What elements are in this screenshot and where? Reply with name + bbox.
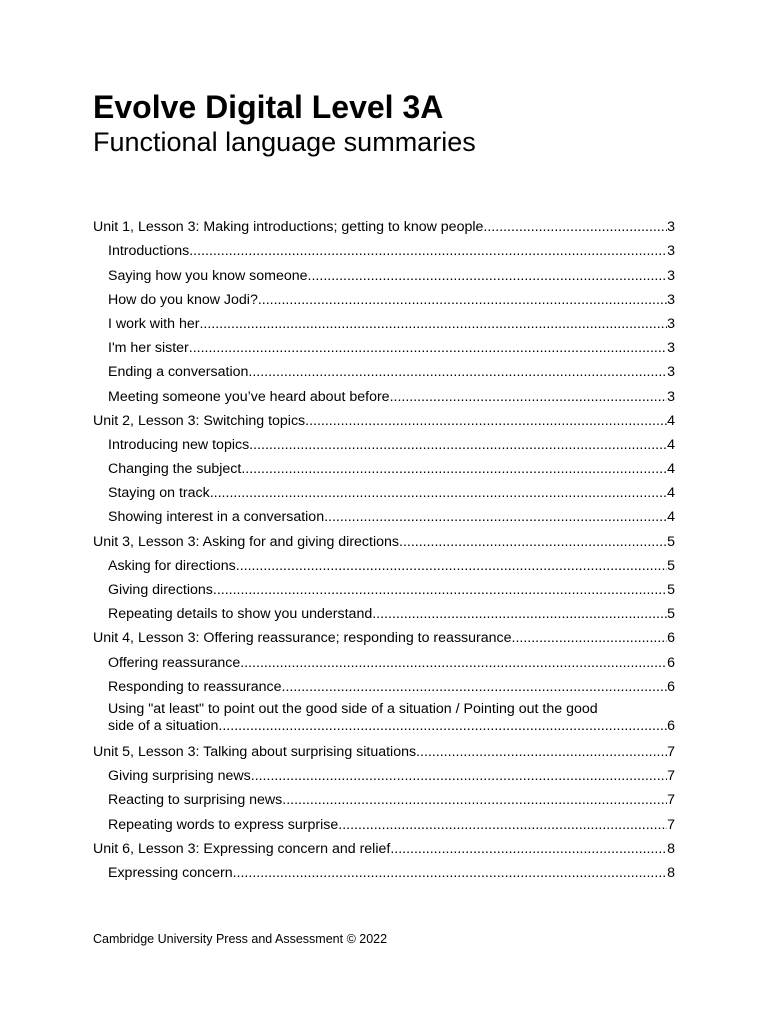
- toc-entry-label: How do you know Jodi?: [108, 291, 258, 308]
- toc-dot-leader: [251, 768, 667, 785]
- toc-page-number: 7: [667, 743, 675, 760]
- toc-entry-label: Unit 3, Lesson 3: Asking for and giving directions: [93, 533, 399, 550]
- toc-dot-leader: [399, 534, 667, 551]
- toc-entry-unit-2[interactable]: [93, 408, 675, 432]
- toc-page-number: 5: [667, 557, 675, 574]
- toc-entry-staying-on-track[interactable]: [93, 480, 675, 504]
- toc-page-number: 3: [667, 291, 675, 308]
- toc-page-number: 6: [667, 717, 675, 734]
- toc-dot-leader: [218, 718, 667, 735]
- toc-dot-leader: [233, 865, 668, 882]
- toc-entry-reacting-to-surprising-news[interactable]: [93, 787, 675, 811]
- toc-dot-leader: [338, 817, 667, 834]
- toc-entry-ending-a-conversation[interactable]: [93, 359, 675, 383]
- toc-entry-label: Unit 5, Lesson 3: Talking about surprising situations: [93, 743, 417, 760]
- toc-page-number: 6: [667, 630, 675, 647]
- toc-page-number: 3: [667, 267, 675, 284]
- toc-entry-label: I work with her: [108, 315, 200, 332]
- toc-page-number: 6: [667, 678, 675, 695]
- toc-entry-giving-surprising-news[interactable]: [93, 763, 675, 787]
- toc-dot-leader: [512, 630, 668, 647]
- toc-entry-repeating-details[interactable]: [93, 601, 675, 625]
- toc-entry-saying-how-you-know-someone[interactable]: [93, 262, 675, 286]
- toc-page-number: 7: [667, 816, 675, 833]
- toc-page-number: 3: [667, 340, 675, 357]
- toc-entry-label: Introducing new topics: [108, 436, 250, 453]
- toc-entry-label: Unit 4, Lesson 3: Offering reassurance; responding to reassurance: [93, 630, 512, 647]
- toc-entry-label: Asking for directions: [108, 557, 236, 574]
- toc-dot-leader: [305, 413, 667, 430]
- toc-entry-giving-directions[interactable]: [93, 577, 675, 601]
- toc-page-number: 5: [667, 606, 675, 623]
- toc-dot-leader: [189, 340, 667, 357]
- toc-entry-label: I'm her sister: [108, 340, 189, 357]
- toc-page-number: 3: [667, 364, 675, 381]
- toc-entry-label: Staying on track: [108, 485, 210, 502]
- toc-entry-repeating-words[interactable]: [93, 811, 675, 835]
- document-title: Evolve Digital Level 3A: [93, 89, 444, 125]
- toc-entry-label: Ending a conversation: [108, 364, 249, 381]
- toc-dot-leader: [199, 316, 667, 333]
- toc-dot-leader: [324, 509, 667, 526]
- toc-entry-label: Unit 6, Lesson 3: Expressing concern and relief: [93, 840, 391, 857]
- toc-page-number: 7: [667, 768, 675, 785]
- toc-entry-asking-for-directions[interactable]: [93, 553, 675, 577]
- toc-entry-label: Introductions: [108, 243, 190, 260]
- toc-entry-label: Giving directions: [108, 582, 213, 598]
- toc-dot-leader: [372, 606, 667, 623]
- toc-page-number: 3: [667, 315, 675, 332]
- toc-dot-leader: [213, 582, 667, 599]
- toc-entry-using-at-least[interactable]: [93, 698, 675, 739]
- toc-entry-label: Unit 1, Lesson 3: Making introductions; getting to know people: [93, 219, 484, 236]
- toc-page-number: 4: [667, 485, 675, 502]
- toc-page-number: 4: [667, 412, 675, 429]
- toc-entry-label: Meeting someone you’ve heard about before: [108, 388, 390, 405]
- toc-page-number: 5: [667, 533, 675, 550]
- toc-dot-leader: [258, 292, 667, 309]
- toc-entry-label: Responding to reassurance: [108, 678, 282, 695]
- toc-entry-unit-4[interactable]: [93, 625, 675, 649]
- toc-entry-meeting-someone[interactable]: [93, 383, 675, 407]
- toc-entry-i-work-with-her[interactable]: [93, 311, 675, 335]
- toc-entry-label: Changing the subject: [108, 461, 242, 478]
- toc-page-number: 3: [667, 243, 675, 260]
- toc-dot-leader: [390, 841, 667, 858]
- toc-page-number: 7: [667, 792, 675, 809]
- toc-page-number: 6: [667, 654, 675, 671]
- toc-entry-label: Repeating words to express surprise: [108, 816, 339, 833]
- toc-page-number: 5: [667, 582, 675, 598]
- toc-page-number: 3: [667, 388, 675, 405]
- table-of-contents: [93, 214, 675, 884]
- toc-entry-label: Reacting to surprising news: [108, 792, 283, 809]
- toc-entry-unit-1[interactable]: [93, 214, 675, 238]
- toc-entry-offering-reassurance[interactable]: [93, 649, 675, 673]
- toc-entry-label: Giving surprising news: [108, 768, 251, 785]
- toc-entry-label: Repeating details to show you understand: [108, 606, 373, 623]
- toc-entry-unit-5[interactable]: [93, 739, 675, 763]
- toc-dot-leader: [416, 744, 667, 761]
- toc-entry-expressing-concern[interactable]: [93, 860, 675, 884]
- toc-entry-responding-to-reassurance[interactable]: [93, 674, 675, 698]
- toc-entry-changing-the-subject[interactable]: [93, 456, 675, 480]
- toc-entry-label: Unit 2, Lesson 3: Switching topics: [93, 412, 306, 429]
- copyright-footer: Cambridge University Press and Assessment © 2022: [93, 932, 388, 946]
- toc-dot-leader: [248, 364, 667, 381]
- toc-entry-unit-3[interactable]: [93, 528, 675, 552]
- toc-entry-unit-6[interactable]: [93, 836, 675, 860]
- toc-entry-introductions[interactable]: [93, 238, 675, 262]
- toc-page-number: 4: [667, 509, 675, 526]
- toc-entry-introducing-new-topics[interactable]: [93, 432, 675, 456]
- toc-dot-leader: [282, 792, 667, 809]
- toc-entry-showing-interest[interactable]: [93, 504, 675, 528]
- toc-dot-leader: [249, 437, 667, 454]
- toc-page-number: 8: [667, 864, 675, 881]
- toc-entry-label-line-2: side of a situation: [108, 717, 219, 734]
- toc-entry-im-her-sister[interactable]: [93, 335, 675, 359]
- toc-entry-label: Offering reassurance: [108, 654, 241, 671]
- toc-page-number: 8: [667, 840, 675, 857]
- toc-dot-leader: [483, 219, 667, 236]
- toc-dot-leader: [236, 558, 667, 575]
- toc-entry-label: Saying how you know someone: [108, 267, 308, 284]
- toc-page-number: 4: [667, 461, 675, 478]
- toc-dot-leader: [240, 655, 667, 672]
- toc-entry-label: Expressing concern: [108, 864, 233, 881]
- toc-dot-leader: [189, 243, 667, 260]
- toc-dot-leader: [308, 268, 668, 285]
- toc-dot-leader: [210, 485, 667, 502]
- toc-dot-leader: [390, 389, 668, 406]
- toc-page-number: 3: [667, 219, 675, 236]
- document-subtitle: Functional language summaries: [93, 127, 476, 157]
- toc-entry-label-line-1: Using "at least" to point out the good side of a situation / Pointing out the good: [108, 700, 598, 717]
- toc-page-number: 4: [667, 436, 675, 453]
- toc-entry-how-do-you-know-jodi[interactable]: [93, 287, 675, 311]
- toc-dot-leader: [241, 461, 667, 478]
- toc-entry-label: Showing interest in a conversation: [108, 509, 325, 526]
- toc-dot-leader: [282, 679, 668, 696]
